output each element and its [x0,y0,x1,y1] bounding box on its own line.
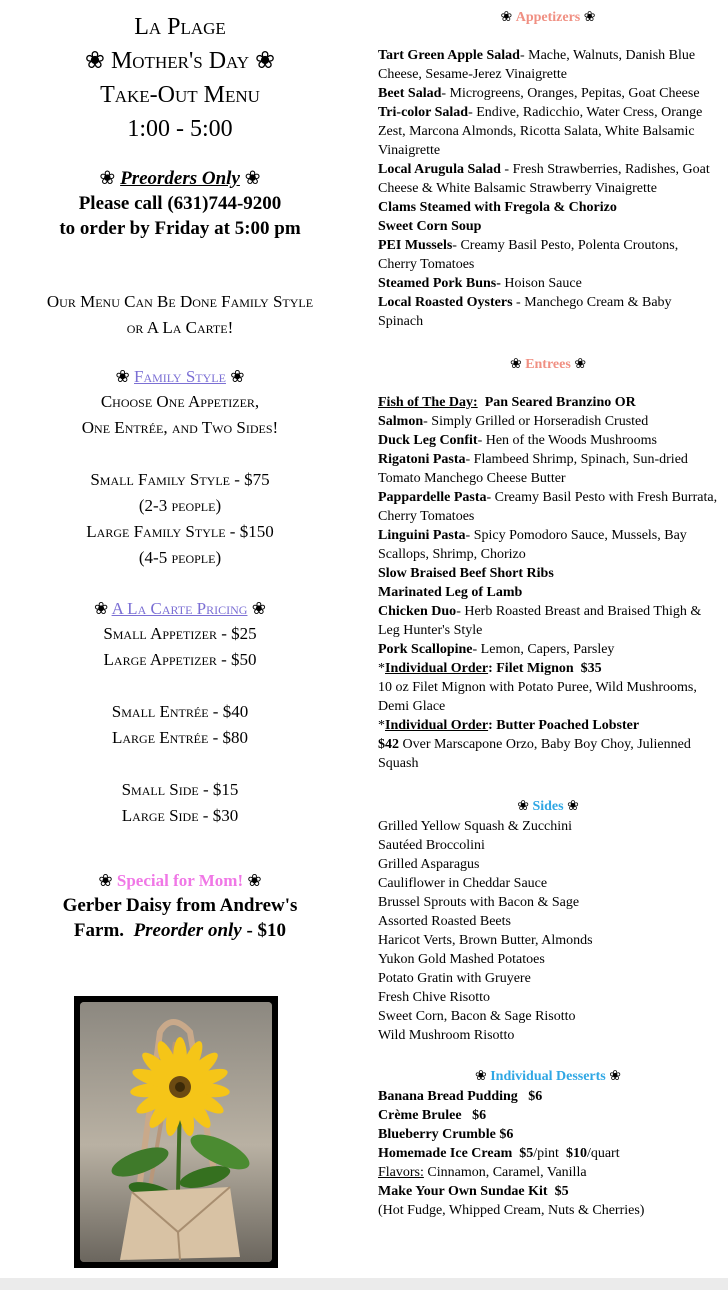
small-side-price: Small Side - $15 [121,780,239,799]
family-style-link[interactable]: Family Style [134,367,226,386]
menu-style-note [10,289,350,341]
right-column [378,8,718,1220]
special-label: Special for Mom! [116,871,244,890]
list-item [378,450,718,488]
item-desc: - Simply Grilled or Horseradish Crusted [423,414,649,429]
title-hours: 1:00 - 5:00 [127,116,233,142]
fish-of-day [378,393,718,412]
list-item: Yukon Gold Mashed Potatoes [378,952,545,967]
lobster-desc: Over Marscapone Orzo, Baby Boy Choy, Julienned Squash [378,737,691,771]
item-name: Slow Braised Beef Short Ribs [378,566,554,581]
flavors-label: Flavors: [378,1165,424,1180]
small-family-note: (2-3 people) [138,496,222,515]
item-desc: Hoison Sauce [500,276,582,291]
list-item [378,198,718,217]
individual-order-lobster [378,716,718,735]
item-name: Beet Salad [378,86,442,101]
list-item: Crème Brulee $6 [378,1108,487,1123]
list-item [378,431,718,450]
item-name: Local Roasted Oysters [378,295,513,310]
list-item [378,217,718,236]
item-desc: - Creamy Basil Pesto, Polenta Croutons, Cherry Tomatoes [378,238,679,272]
list-item: Sautéed Broccolini [378,838,485,853]
item-desc: - Mache, Walnuts, Danish Blue Cheese, Sesame-Jerez Vinaigrette [378,48,696,82]
list-item: Brussel Sprouts with Bacon & Sage [378,895,580,910]
appetizers-list [378,46,718,331]
fish-detail: Pan Seared Branzino OR [477,395,636,410]
ice-cream-item [378,1144,718,1163]
flower-icon: ❀ [230,367,245,386]
item-name: Marinated Leg of Lamb [378,585,523,600]
flower-icon: ❀ [94,599,109,618]
flower-icon: ❀ [115,367,130,386]
daisy-preorder: Preorder only [133,920,242,941]
list-item [378,46,718,84]
list-item [378,412,718,431]
list-item: Make Your Own Sundae Kit $5 [378,1184,569,1199]
list-item [378,236,718,274]
sundae-desc: (Hot Fudge, Whipped Cream, Nuts & Cherries) [378,1203,645,1218]
sides-list [378,817,718,1045]
left-column [10,10,350,943]
large-entree-price: Large Entrée - $80 [111,728,248,747]
ice-cream-quart: /quart [586,1146,620,1161]
menu-note-line: or A La Carte! [126,318,234,337]
list-item [378,602,718,640]
list-item: Blueberry Crumble $6 [378,1127,514,1142]
sides-heading [378,797,718,817]
list-item: Grilled Yellow Squash & Zucchini [378,819,573,834]
item-desc: - Hen of the Woods Mushrooms [477,433,657,448]
daisy-farm: Farm. [73,920,134,941]
photo-image [80,1002,272,1262]
family-style-heading [10,365,350,389]
item-desc: - Manchego Cream & Baby Spinach [378,295,672,329]
asterisk: * [378,661,385,676]
individual-order-label: Individual Order [385,661,489,676]
item-name: Chicken Duo [378,604,457,619]
lobster-price: $42 [378,737,399,752]
title-restaurant: La Plage [134,14,226,40]
call-line: Please call (631)744-9200 [78,193,282,214]
item-desc: - Flambeed Shrimp, Spinach, Sun-dried Tomato Manchego Cheese Butter [378,452,688,486]
item-name: Pappardelle Pasta [378,490,487,505]
small-appetizer-price: Small Appetizer - $25 [103,624,257,643]
flower-icon: ❀ [475,1069,487,1084]
filet-title: : Filet Mignon $35 [488,661,602,676]
individual-order-filet [378,659,718,678]
large-family-price: Large Family Style - $150 [86,522,274,541]
list-item: Assorted Roasted Beets [378,914,511,929]
alacarte-section [10,597,350,829]
item-name: Sweet Corn Soup [378,219,482,234]
list-item: Haricot Verts, Brown Butter, Almonds [378,933,593,948]
item-name: PEI Mussels [378,238,453,253]
item-name: Pork Scallopine [378,642,473,657]
flower-icon: ❀ [500,10,513,25]
preorder-heading [10,166,350,191]
list-item: Potato Gratin with Gruyere [378,971,531,986]
large-side-price: Large Side - $30 [121,806,239,825]
menu-title [10,10,350,146]
daisy-line: Gerber Daisy from Andrew's [62,895,298,916]
list-item [378,293,718,331]
item-name: Salmon [378,414,424,429]
small-family-price: Small Family Style - $75 [90,470,270,489]
list-item: Wild Mushroom Risotto [378,1028,515,1043]
daisy-illustration [80,1002,272,1262]
family-desc: One Entrée, and Two Sides! [81,418,279,437]
item-name: Steamed Pork Buns- [378,276,501,291]
flower-icon: ❀ [567,799,579,814]
family-style-section [10,365,350,571]
flower-icon: ❀ [609,1069,621,1084]
item-name: Linguini Pasta [378,528,466,543]
sides-label: Sides [532,799,564,814]
daisy-price: - $10 [241,920,287,941]
filet-desc: 10 oz Filet Mignon with Potato Puree, Wild Mushrooms, Demi Glace [378,680,697,714]
list-item [378,564,718,583]
list-item [378,274,718,293]
list-item [378,103,718,160]
flower-icon: ❀ [583,10,596,25]
list-item [378,488,718,526]
entrees-list [378,393,718,773]
item-name: Rigatoni Pasta [378,452,466,467]
item-name: Tart Green Apple Salad [378,48,520,63]
individual-order-label: Individual Order [385,718,489,733]
lobster-title: : Butter Poached Lobster [488,718,640,733]
list-item: Fresh Chive Risotto [378,990,491,1005]
item-name: Clams Steamed with Fregola & Chorizo [378,200,617,215]
flower-icon: ❀ [509,357,522,372]
desserts-label: Individual Desserts [490,1069,606,1084]
item-name: Tri-color Salad [378,105,469,120]
ice-cream-pint: /pint [533,1146,566,1161]
flavors-list: Cinnamon, Caramel, Vanilla [423,1165,587,1180]
item-name: Duck Leg Confit [378,433,478,448]
item-desc: - Fresh Strawberries, Radishes, Goat Cheese & White Balsamic Strawberry Vinaigrette [378,162,710,196]
large-family-note: (4-5 people) [138,548,222,567]
special-heading [10,869,350,893]
title-occasion: ❀ Mother's Day ❀ [84,48,276,74]
ice-cream-quart-price: $10 [565,1146,587,1161]
appetizers-heading [378,8,718,28]
item-desc: - Herb Roasted Breast and Braised Thigh & Leg Hunter's Style [378,604,702,638]
menu-note-line: Our Menu Can Be Done Family Style [46,292,314,311]
entrees-label: Entrees [525,357,571,372]
desserts-list [378,1087,718,1220]
list-item [378,640,718,659]
list-item [378,583,718,602]
daisy-price-line [10,918,350,943]
ice-cream-name: Homemade Ice Cream $5 [378,1146,534,1161]
list-item [378,526,718,564]
flower-icon: ❀ [517,799,529,814]
flower-icon: ❀ [251,599,266,618]
entrees-heading [378,355,718,375]
flower-icon: ❀ [244,168,261,189]
list-item: Cauliflower in Cheddar Sauce [378,876,548,891]
bottom-bar [0,1278,728,1290]
list-item: Banana Bread Pudding $6 [378,1089,543,1104]
item-name: Local Arugula Salad [378,162,501,177]
large-appetizer-price: Large Appetizer - $50 [103,650,257,669]
flower-icon: ❀ [99,168,116,189]
item-desc: - Creamy Basil Pesto with Fresh Burrata, Cherry Tomatoes [378,490,718,524]
flower-icon: ❀ [574,357,587,372]
list-item: Sweet Corn, Bacon & Sage Risotto [378,1009,576,1024]
alacarte-link[interactable]: A La Carte Pricing [111,599,248,618]
family-desc: Choose One Appetizer, [100,392,260,411]
small-entree-price: Small Entrée - $40 [111,702,249,721]
alacarte-heading [10,597,350,621]
gerber-daisy-photo [74,996,278,1268]
appetizers-label: Appetizers [515,10,581,25]
order-deadline: to order by Friday at 5:00 pm [59,218,301,239]
item-desc: - Microgreens, Oranges, Pepitas, Goat Cheese [441,86,700,101]
fish-label: Fish of The Day: [378,395,478,410]
flavors-line [378,1163,718,1182]
desserts-heading [378,1067,718,1087]
list-item [378,84,718,103]
flower-icon: ❀ [247,871,262,890]
lobster-detail [378,735,718,773]
preorder-label: Preorders Only [120,168,240,189]
list-item [378,160,718,198]
flower-icon: ❀ [98,871,113,890]
item-desc: - Endive, Radicchio, Water Cress, Orange Zest, Marcona Almonds, Ricotta Salata, White Balsamic Vinaigrette [378,105,703,158]
title-menu: Take-Out Menu [100,82,260,108]
list-item: Grilled Asparagus [378,857,480,872]
item-desc: - Lemon, Capers, Parsley [472,642,615,657]
asterisk: * [378,718,385,733]
item-desc: - Spicy Pomodoro Sauce, Mussels, Bay Scallops, Shrimp, Chorizo [378,528,687,562]
